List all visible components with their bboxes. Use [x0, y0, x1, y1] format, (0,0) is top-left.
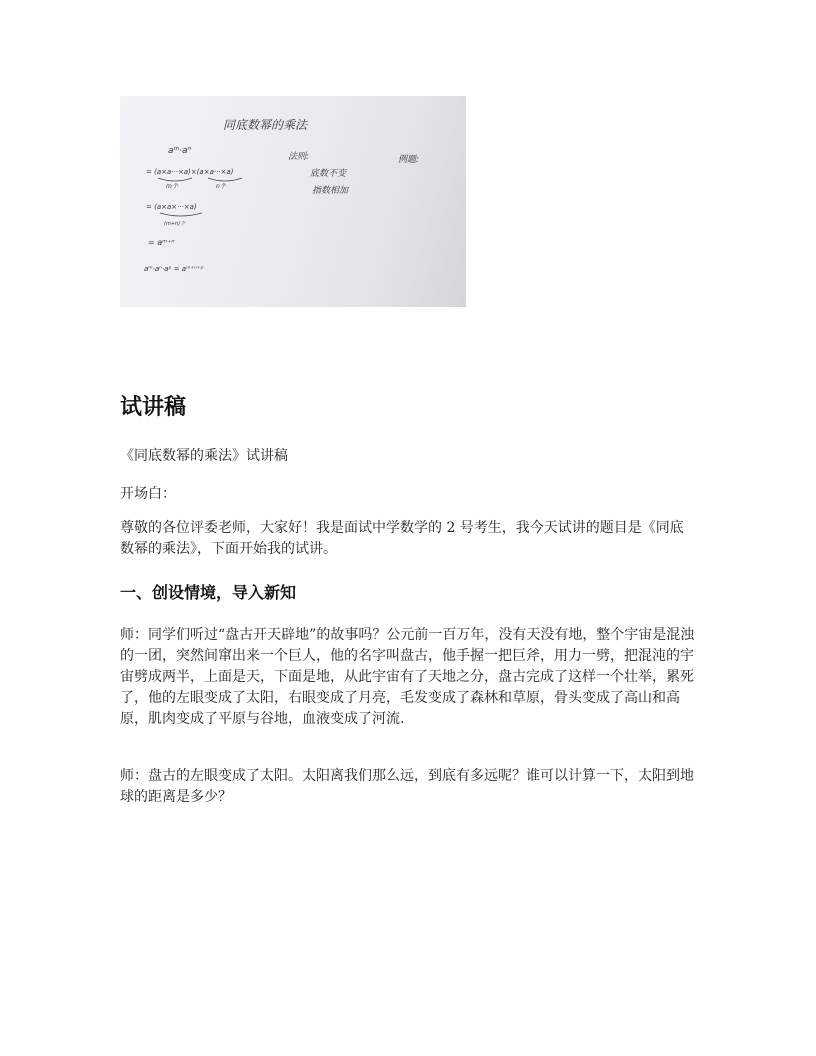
note-title: 同底数幂的乘法 [223, 118, 308, 132]
page-heading: 试讲稿 [120, 395, 187, 420]
note-rule-1: 底数不变 [310, 169, 347, 179]
opening-text: 尊敬的各位评委老师，大家好！我是面试中学数学的 2 号考生，我今天试讲的题目是《同底数幂的乘法》，下面开始我的试讲。 [120, 520, 684, 557]
note-line-4: aᵐ·aⁿ·aᵖ = aᵐ⁺ⁿ⁺ᵖ [144, 265, 204, 273]
paragraph-2: 师：盘古的左眼变成了太阳。太阳离我们那么远，到底有多远呢？谁可以计算一下，太阳到地球的距离是多少？ [120, 768, 694, 805]
doc-subtitle: 《同底数幂的乘法》试讲稿 [120, 448, 288, 464]
note-expression: aᵐ·aⁿ [168, 146, 192, 156]
brace-mark-1 [158, 178, 192, 181]
note-rule-label: 法则: [288, 152, 310, 162]
note-example-label: 例题: [398, 155, 420, 165]
paragraph-1: 师：同学们听过“盘古开天辟地”的故事吗？公元前一百万年，没有天没有地，整个宇宙是混浊的一团，突然间窜出来一个巨人，他的名字叫盘古，他手握一把巨斧，用力一劈，把混沌的宇宙劈成两半，上面是天，下面是地，从此宇宙有了天地之分，盘古完成了这样一个壮举，累死了，他的左眼变成了太阳，右眼变成了月亮，毛发变成了森林和草原，骨头变成了高山和高原，肌肉变成了平原与谷地，血液变成了河流. [120, 627, 695, 727]
handwritten-notes-photo [120, 96, 466, 307]
section-heading-1: 一、创设情境，导入新知 [120, 583, 297, 602]
note-rule-2: 指数相加 [312, 186, 349, 196]
note-line-2: = (a×a×···×a) [146, 203, 197, 211]
note-brace-m: m个 [166, 183, 178, 190]
note-line-1: = (a×a···×a)×(a×a···×a) [146, 168, 234, 176]
note-brace-mn: (m+n)个 [164, 221, 186, 227]
note-line-3: = aᵐ⁺ⁿ [148, 238, 175, 247]
opening-label: 开场白： [120, 486, 176, 502]
note-brace-n: n个 [216, 183, 226, 190]
brace-mark-2 [208, 178, 242, 181]
handwriting-drawing [120, 96, 466, 307]
brace-mark-3 [160, 213, 202, 216]
